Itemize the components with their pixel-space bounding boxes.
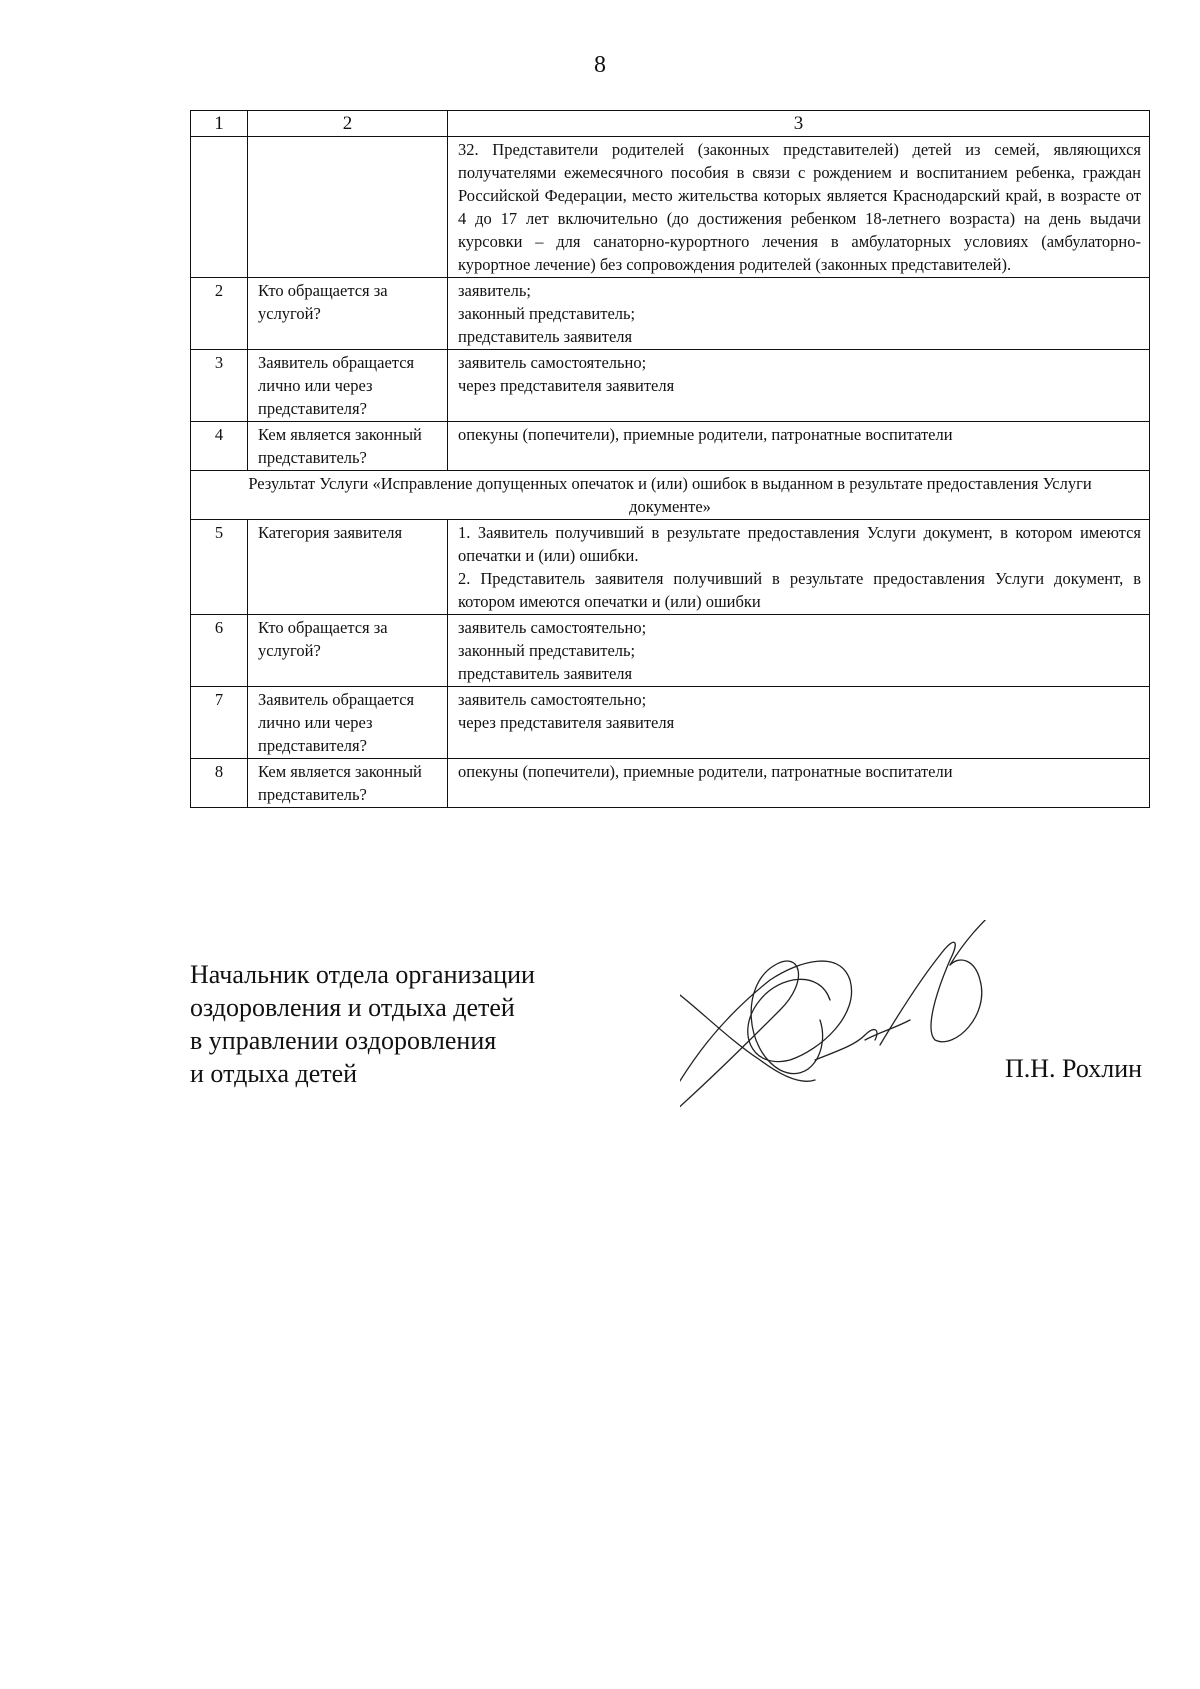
table-row [191, 137, 1150, 278]
answer-line: заявитель самостоятельно; [458, 353, 647, 372]
row-number: 4 [191, 422, 248, 471]
table-row [191, 687, 1150, 759]
signature-title [190, 958, 535, 1090]
table-row [191, 350, 1150, 422]
signature-title-line: оздоровления и отдыха детей [190, 993, 515, 1022]
answer-line: законный представитель; [458, 304, 636, 323]
table-row [191, 520, 1150, 615]
handwritten-signature [680, 920, 1080, 1140]
section-row [191, 471, 1150, 520]
row-question: Кем является законный представитель? [248, 422, 448, 471]
answer-line: представитель заявителя [458, 327, 633, 346]
answer-line: опекуны (попечители), приемные родители, патронатные воспитатели [458, 762, 953, 781]
row-question: Кем является законный представитель? [248, 759, 448, 808]
answer-line: 2. Представитель заявителя получивший в результате предоставления Услуги документ, в котором имеются опечатки и (или) ошибки [458, 569, 1141, 611]
row-number: 6 [191, 615, 248, 687]
row-question: Заявитель обращается лично или через представителя? [248, 687, 448, 759]
answer-line: опекуны (попечители), приемные родители, патронатные воспитатели [458, 425, 953, 444]
row-question: Заявитель обращается лично или через представителя? [248, 350, 448, 422]
answer-line: заявитель; [458, 281, 531, 300]
row-number: 3 [191, 350, 248, 422]
answer-line: законный представитель; [458, 641, 636, 660]
row-answer [448, 687, 1150, 759]
row-answer [448, 615, 1150, 687]
signer-name: П.Н. Рохлин [1005, 1054, 1143, 1083]
table-row [191, 422, 1150, 471]
page-number: 8 [594, 52, 606, 78]
signature-title-line: и отдыха детей [190, 1059, 358, 1088]
column-header-1: 1 [191, 111, 248, 137]
row-question: Категория заявителя [248, 520, 448, 615]
table-header-row [191, 111, 1150, 137]
row-answer [448, 520, 1150, 615]
row-question [248, 137, 448, 278]
row-answer [448, 278, 1150, 350]
table-row [191, 615, 1150, 687]
column-header-3: 3 [448, 111, 1150, 137]
signature-title-line: в управлении оздоровления [190, 1026, 497, 1055]
answer-line: через представителя заявителя [458, 713, 675, 732]
answer-line: заявитель самостоятельно; [458, 618, 647, 637]
answer-line: 1. Заявитель получивший в результате предоставления Услуги документ, в котором имеются опечатки и (или) ошибки. [458, 523, 1141, 565]
answer-line: представитель заявителя [458, 664, 633, 683]
row-number: 2 [191, 278, 248, 350]
answer-line: через представителя заявителя [458, 376, 675, 395]
service-info-table [190, 110, 1150, 808]
answer-line: заявитель самостоятельно; [458, 690, 647, 709]
row-question: Кто обращается за услугой? [248, 278, 448, 350]
row-answer: 32. Представители родителей (законных представителей) детей из семей, являющихся получателями ежемесячного пособия в связи с рождением и воспитанием ребенка, граждан Российской Федерации, место жительства которых является Краснодарский край, в возрасте от 4 до 17 лет включительно (до достижения ребенком 18-летнего возраста) на день выдачи курсовки – для санаторно-курортного лечения в амбулаторных условиях (амбулаторно-курортное лечение) без сопровождения родителей (законных представителей). [448, 137, 1150, 278]
table-row [191, 278, 1150, 350]
section-title: Результат Услуги «Исправление допущенных опечаток и (или) ошибок в выданном в результате предоставления Услуги документе» [191, 471, 1150, 520]
column-header-2: 2 [248, 111, 448, 137]
row-number: 8 [191, 759, 248, 808]
row-answer [448, 759, 1150, 808]
row-number: 5 [191, 520, 248, 615]
signature-title-line: Начальник отдела организации [190, 960, 535, 989]
row-answer [448, 422, 1150, 471]
row-number: 7 [191, 687, 248, 759]
row-question: Кто обращается за услугой? [248, 615, 448, 687]
table-row [191, 759, 1150, 808]
row-answer [448, 350, 1150, 422]
row-number [191, 137, 248, 278]
